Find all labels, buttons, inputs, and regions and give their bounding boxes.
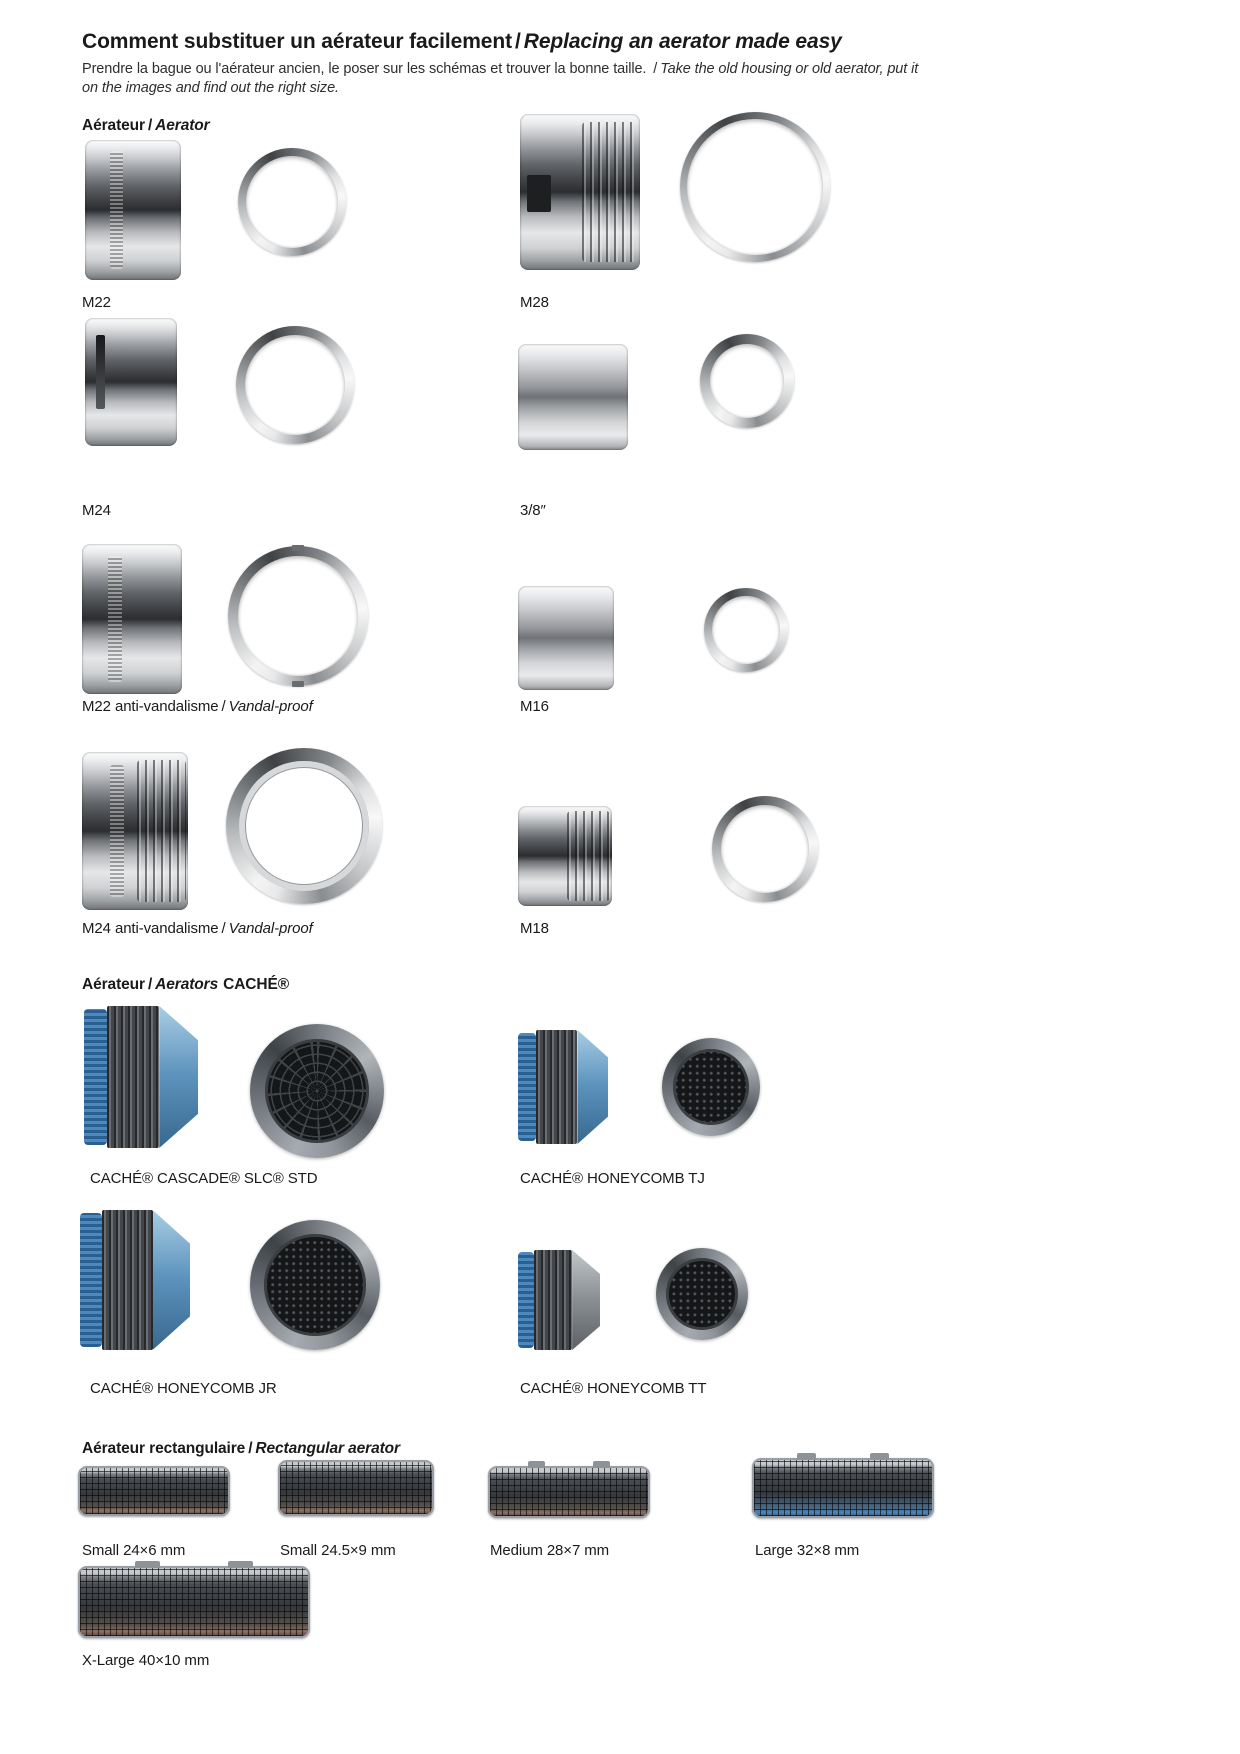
- rect-aerator-large-32x8-photo: [752, 1458, 934, 1518]
- subtitle-separator: /: [653, 61, 658, 77]
- ring-hole: [238, 556, 358, 676]
- heading-separator: /: [248, 1440, 253, 1457]
- item-label-m28: M28: [520, 294, 549, 311]
- ring-hole: [239, 761, 369, 891]
- cache-cascade-side-photo: [84, 1006, 198, 1148]
- cache-honeycomb-jr-side-photo: [80, 1210, 190, 1350]
- cache-honeycomb-tj-face-photo: [662, 1038, 760, 1136]
- subtitle-en-line1: Take the old housing or old aerator, put it: [660, 61, 919, 77]
- subtitle-fr: Prendre la bague ou l'aérateur ancien, le poser sur les schémas et trouver la bonne taille.: [82, 61, 651, 77]
- ring-hole: [710, 344, 784, 418]
- heading-en: Aerators: [155, 976, 219, 993]
- item-label-m24: M24: [82, 502, 111, 519]
- threaded-body: [534, 1250, 572, 1350]
- item-label-m24-vandalproof: [82, 920, 313, 937]
- item-label-small-24x6: Small 24×6 mm: [82, 1542, 186, 1559]
- blue-ribbed-disc: [80, 1213, 102, 1346]
- item-label-three-eighth: 3/8″: [520, 502, 546, 519]
- label-separator: /: [221, 920, 226, 937]
- cache-honeycomb-tt-face-photo: [656, 1248, 748, 1340]
- item-label-xlarge-40x10: X-Large 40×10 mm: [82, 1652, 210, 1669]
- blue-cone: [577, 1030, 608, 1144]
- page-subtitle: [82, 60, 918, 98]
- subtitle-en-line2: on the images and find out the right size.: [82, 80, 339, 96]
- ring-hole: [721, 805, 809, 893]
- label-en: Vandal-proof: [228, 698, 313, 715]
- item-label-large-32x8: Large 32×8 mm: [755, 1542, 860, 1559]
- page-title-fr: Comment substituer un aérateur facilement: [82, 30, 512, 53]
- three-eighth-size-ring: [700, 334, 794, 428]
- ring-hole: [246, 156, 338, 248]
- rect-aerator-xlarge-40x10-photo: [78, 1566, 310, 1638]
- m22-size-ring: [238, 148, 346, 256]
- label-separator: /: [221, 698, 226, 715]
- cache-honeycomb-tt-side-photo: [518, 1250, 600, 1350]
- page-title: [82, 30, 842, 54]
- item-label-small-24-5x9: Small 24.5×9 mm: [280, 1542, 396, 1559]
- threaded-body: [107, 1006, 159, 1148]
- m22-vandalproof-aerator-photo: [82, 544, 182, 694]
- title-separator: /: [515, 30, 521, 53]
- threaded-body: [102, 1210, 153, 1350]
- rect-aerator-small-24-5x9-photo: [278, 1460, 434, 1516]
- item-label-m16: M16: [520, 698, 549, 715]
- honeycomb-screen: [666, 1258, 738, 1330]
- cache-honeycomb-jr-face-photo: [250, 1220, 380, 1350]
- m18-aerator-photo: [518, 806, 612, 906]
- item-label-cache-cascade: CACHÉ® CASCADE® SLC® STD: [90, 1170, 318, 1187]
- rect-aerator-small-24x6-photo: [78, 1466, 230, 1516]
- m24-aerator-photo: [85, 318, 177, 446]
- m16-size-ring: [704, 588, 788, 672]
- item-label-cache-jr: CACHÉ® HONEYCOMB JR: [90, 1380, 277, 1397]
- honeycomb-screen: [264, 1234, 365, 1335]
- blue-cone: [159, 1006, 198, 1148]
- m18-size-ring: [712, 796, 818, 902]
- cache-cascade-face-photo: [250, 1024, 384, 1158]
- item-label-cache-tt: CACHÉ® HONEYCOMB TT: [520, 1380, 707, 1397]
- page-title-en: Replacing an aerator made easy: [523, 30, 842, 53]
- item-label-m22-vandalproof: [82, 698, 313, 715]
- ring-hole: [687, 119, 823, 255]
- label-fr: M24 anti-vandalisme: [82, 920, 219, 937]
- item-label-cache-tj: CACHÉ® HONEYCOMB TJ: [520, 1170, 705, 1187]
- heading-en: Rectangular aerator: [255, 1440, 400, 1457]
- heading-fr: Aérateur: [82, 117, 145, 134]
- m24-size-ring: [236, 326, 354, 444]
- ring-hole: [245, 335, 345, 435]
- m16-aerator-photo: [518, 586, 614, 690]
- cache-honeycomb-tj-side-photo: [518, 1030, 608, 1144]
- blue-ribbed-disc: [518, 1033, 536, 1142]
- rect-aerator-medium-28x7-photo: [488, 1466, 650, 1518]
- m22-aerator-photo: [85, 140, 181, 280]
- heading-fr: Aérateur rectangulaire: [82, 1440, 246, 1457]
- label-fr: M22 anti-vandalisme: [82, 698, 219, 715]
- section-heading-cache: [82, 976, 289, 994]
- m22-vandalproof-size-ring: [228, 546, 368, 686]
- heading-en: Aerator: [155, 117, 210, 134]
- section-heading-rectangular: [82, 1440, 400, 1458]
- gray-cone: [572, 1250, 600, 1350]
- item-label-m18: M18: [520, 920, 549, 937]
- honeycomb-screen: [673, 1049, 749, 1125]
- three-eighth-aerator-photo: [518, 344, 628, 450]
- heading-fr: Aérateur: [82, 976, 145, 993]
- item-label-m22: M22: [82, 294, 111, 311]
- heading-brand: CACHÉ®: [223, 976, 290, 993]
- item-label-medium-28x7: Medium 28×7 mm: [490, 1542, 610, 1559]
- m28-size-ring: [680, 112, 830, 262]
- m28-aerator-photo: [520, 114, 640, 270]
- m24-vandalproof-aerator-photo: [82, 752, 188, 910]
- m24-vandalproof-size-ring: [226, 748, 382, 904]
- blue-ribbed-disc: [518, 1252, 534, 1347]
- blue-ribbed-disc: [84, 1009, 107, 1144]
- threaded-body: [536, 1030, 577, 1144]
- heading-separator: /: [147, 117, 153, 134]
- cascade-screen: [265, 1039, 370, 1144]
- section-heading-aerator: [82, 117, 210, 135]
- label-en: Vandal-proof: [228, 920, 313, 937]
- blue-cone: [153, 1210, 190, 1350]
- ring-hole: [712, 596, 780, 664]
- heading-separator: /: [147, 976, 153, 993]
